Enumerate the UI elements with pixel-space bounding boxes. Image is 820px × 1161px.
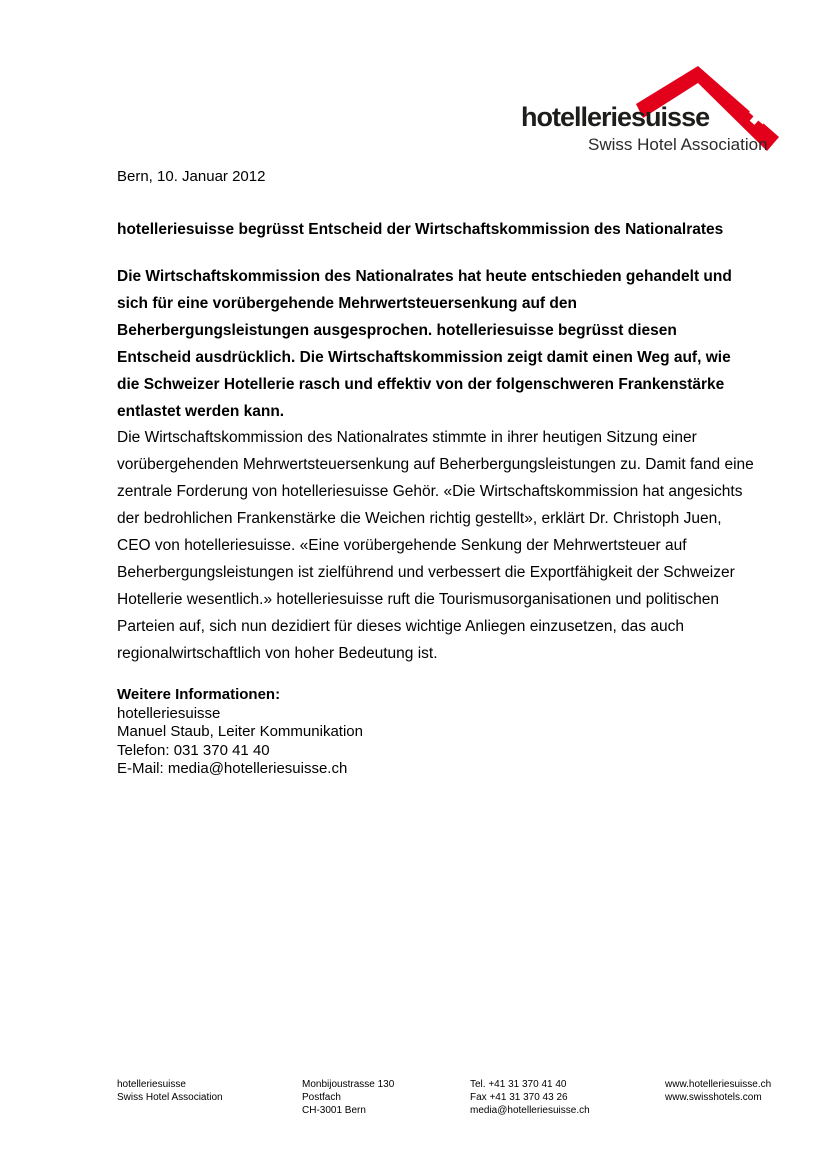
footer-column-organisation	[117, 1078, 223, 1104]
footer-pobox: Postfach	[302, 1092, 341, 1103]
contact-line-email: E-Mail: media@hotelleriesuisse.ch	[117, 760, 348, 777]
contact-block	[117, 686, 363, 779]
footer-city: CH-3001 Bern	[302, 1105, 366, 1116]
footer-column-address	[302, 1078, 394, 1117]
date-line: Bern, 10. Januar 2012	[117, 168, 266, 185]
contact-line-phone: Telefon: 031 370 41 40	[117, 741, 270, 759]
footer-column-phone	[470, 1078, 590, 1117]
lead-paragraph: Die Wirtschaftskommission des Nationalrates hat heute entschieden gehandelt und sich für eine vorübergehende Mehrwertsteuersenkung auf den Beherbergungsleistungen ausgesprochen. hotelleriesuisse begrüsst diesen Entscheid ausdrücklich. Die Wirtschaftskommission zeigt damit einen Weg auf, wie die Schweizer Hotellerie rasch und effektiv von der folgenschweren Frankenstärke entlastet werden kann.	[117, 268, 732, 420]
footer-org-name: hotelleriesuisse	[117, 1079, 186, 1090]
headline: hotelleriesuisse begrüsst Entscheid der Wirtschaftskommission des Nationalrates	[117, 221, 724, 238]
footer-column-web	[665, 1078, 771, 1104]
contact-line-person: Manuel Staub, Leiter Kommunikation	[117, 723, 363, 740]
footer-tel: Tel. +41 31 370 41 40	[470, 1079, 567, 1090]
footer-street: Monbijoustrasse 130	[302, 1079, 395, 1090]
footer-fax: Fax +41 31 370 43 26	[470, 1092, 568, 1103]
body-paragraph: Die Wirtschaftskommission des Nationalrates stimmte in ihrer heutigen Sitzung einer vorübergehenden Mehrwertsteuersenkung auf Beherbergungsleistungen zu. Damit fand eine zentrale Forderung von hotelleriesuisse Gehör. «Die Wirtschaftskommission hat angesichts der bedrohlichen Frankenstärke die Weichen richtig gestellt», erklärt Dr. Christoph Juen, CEO von hotelleriesuisse. «Eine vorübergehende Senkung der Mehrwertsteuer auf Beherbergungsleistungen ist zielführend und verbessert die Exportfähigkeit der Schweizer Hotellerie wesentlich.» hotelleriesuisse ruft die Tourismusorganisationen und politischen Parteien auf, sich nun dezidiert für dieses wichtige Anliegen einzusetzen, das auch regionalwirtschaftlich von hoher Bedeutung ist.	[117, 429, 754, 662]
footer-website-2: www.swisshotels.com	[665, 1092, 762, 1103]
footer-email: media@hotelleriesuisse.ch	[470, 1105, 590, 1116]
contact-line-organisation: hotelleriesuisse	[117, 704, 221, 722]
footer-org-tagline: Swiss Hotel Association	[117, 1092, 223, 1103]
footer-website-1: www.hotelleriesuisse.ch	[665, 1079, 772, 1090]
contact-heading: Weitere Informationen:	[117, 686, 281, 703]
logo-tagline-text: Swiss Hotel Association	[588, 135, 768, 154]
logo-brand-text: hotelleriesuisse	[521, 102, 710, 132]
